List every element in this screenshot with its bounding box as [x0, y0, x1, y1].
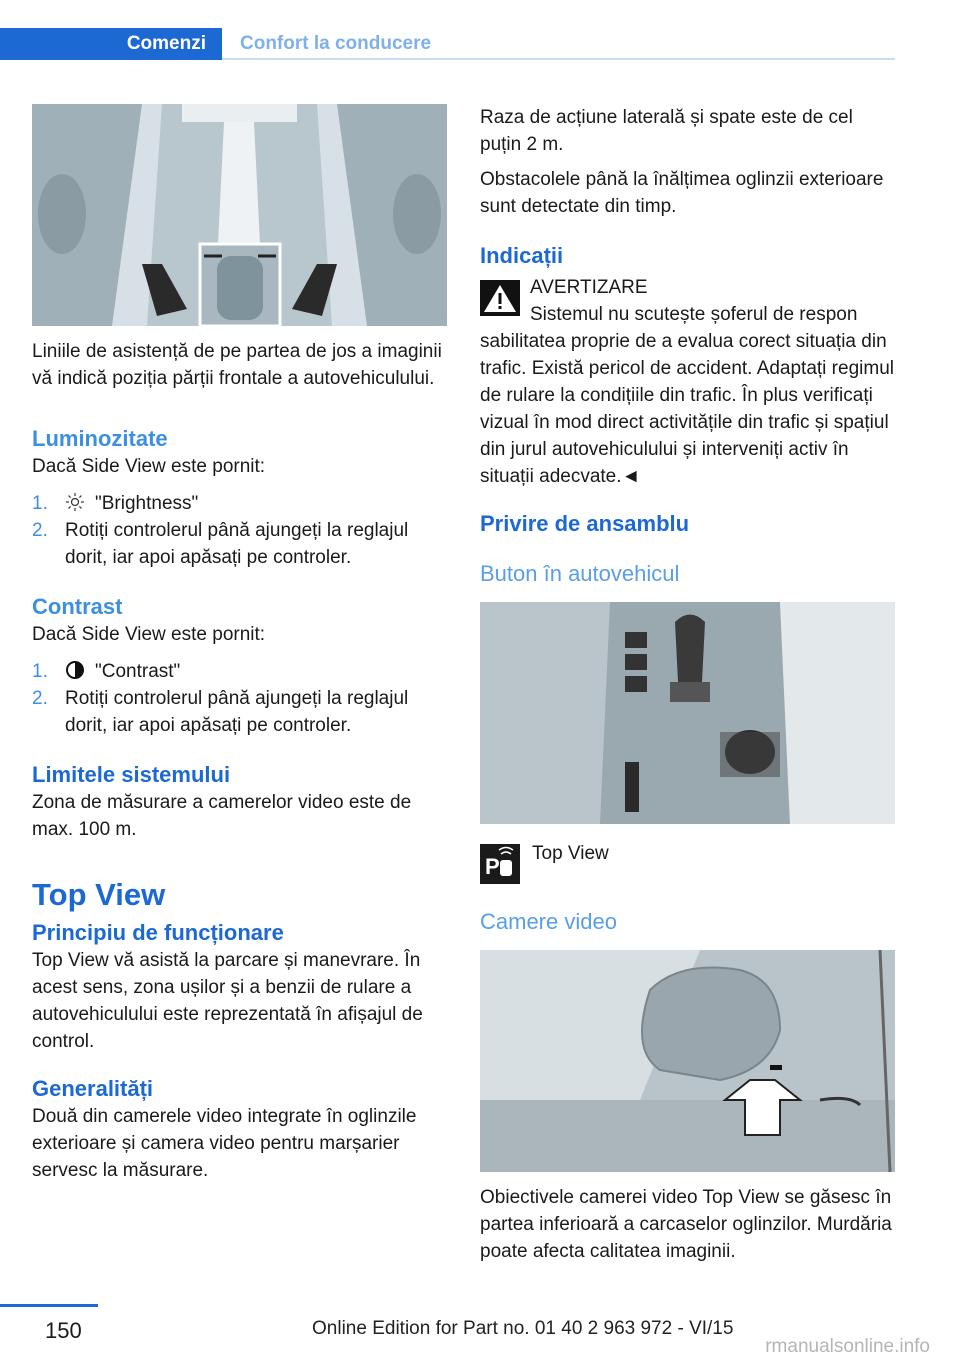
limite-text: Zona de măsurare a camerelor video este de max. 100 m.	[32, 792, 412, 840]
right-column	[480, 104, 895, 1265]
warning-title: AVERTIZARE	[530, 277, 648, 298]
heading-buton-in-autovehicul: Buton în autovehicul	[480, 561, 680, 586]
edition-text: Online Edition for Part no. 01 40 2 963 972 - VI/15	[312, 1318, 734, 1339]
watermark: rmanualsonline.info	[765, 1336, 930, 1357]
heading-principiu: Principiu de funcționare	[32, 920, 284, 945]
luminozitate-steps	[32, 490, 447, 571]
step-number: 1.	[32, 661, 48, 682]
step-text: Rotiți controlerul până ajungeți la reglajul dorit, iar apoi apăsați pe controler.	[65, 688, 409, 736]
top-view-button-label: Top View	[532, 843, 609, 864]
luminozitate-intro: Dacă Side View este pornit:	[32, 456, 266, 477]
contrast-steps	[32, 658, 447, 739]
step-number: 2.	[32, 520, 48, 541]
footer-rule	[0, 1304, 98, 1307]
top-view-button-icon[interactable]	[480, 844, 520, 884]
step-text: Rotiți controlerul până ajungeți la reglajul dorit, iar apoi apăsați pe controler.	[65, 520, 409, 568]
warning-text: sabilitatea proprie de a evalua corect situația din trafic. Există pericol de accident. Adaptați regimul de rulare la condițiile din trafic. În plus verificați vizual în mod direct activitățile din trafic și spațiul din jurul autovehiculului și interveniți activ în situații adecvate.◄	[480, 331, 894, 487]
warning-triangle-icon	[480, 280, 520, 316]
step-text: "Contrast"	[95, 661, 181, 682]
warning-block	[480, 274, 895, 490]
obstacole-text: Obstacolele până la înălțimea oglinzii exterioare sunt detectate din timp.	[480, 169, 884, 217]
step-number: 2.	[32, 688, 48, 709]
tab-confort-la-conducere[interactable]: Confort la conducere	[240, 33, 432, 54]
step-number: 1.	[32, 493, 48, 514]
list-item	[32, 658, 447, 685]
principiu-text: Top View vă asistă la parcare și manevrare. În acest sens, zona ușilor și a benzii de rulare a autovehiculului este reprezentată în afișajul de control.	[32, 950, 423, 1052]
console-button-photo	[480, 602, 895, 824]
heading-generalitati: Generalități	[32, 1076, 154, 1101]
list-item	[32, 490, 447, 517]
left-column	[32, 104, 447, 1184]
top-view-button-row	[480, 840, 895, 886]
svg-text:P: P	[485, 854, 500, 879]
mirror-camera-photo	[480, 950, 895, 1172]
heading-luminozitate: Luminozitate	[32, 426, 168, 451]
page-number: 150	[45, 1318, 82, 1343]
heading-limitele-sistemului: Limitele sistemului	[32, 762, 231, 787]
contrast-icon	[65, 660, 85, 680]
brightness-icon	[65, 492, 85, 512]
heading-privire-de-ansamblu: Privire de ansamblu	[480, 511, 690, 536]
heading-indicatii: Indicații	[480, 243, 564, 268]
header-rule	[222, 58, 895, 60]
list-item	[32, 517, 447, 571]
step-text: "Brightness"	[95, 493, 199, 514]
camere-text: Obiectivele camerei video Top View se găsesc în partea inferioară a carcaselor oglinzilor. Murdăria poate afecta calitatea imaginii.	[480, 1187, 892, 1262]
contrast-intro: Dacă Side View este pornit:	[32, 624, 266, 645]
side-view-illustration	[32, 104, 447, 326]
tab-comenzi[interactable]: Comenzi	[0, 28, 222, 60]
heading-contrast: Contrast	[32, 594, 123, 619]
warning-first-line: Sistemul nu scutește șoferul de respon	[530, 304, 858, 325]
page-header	[0, 28, 895, 60]
heading-top-view: Top View	[32, 877, 166, 912]
generalitati-text: Două din camerele video integrate în oglinzile exterioare și camera video pentru marșarier servesc la măsurare.	[32, 1106, 417, 1181]
list-item	[32, 685, 447, 739]
heading-camere-video: Camere video	[480, 909, 617, 934]
raza-text: Raza de acțiune laterală și spate este de cel puțin 2 m.	[480, 107, 853, 155]
illustration-caption: Liniile de asistență de pe partea de jos a imaginii vă indică poziția părții frontale a autovehiculului.	[32, 341, 442, 389]
